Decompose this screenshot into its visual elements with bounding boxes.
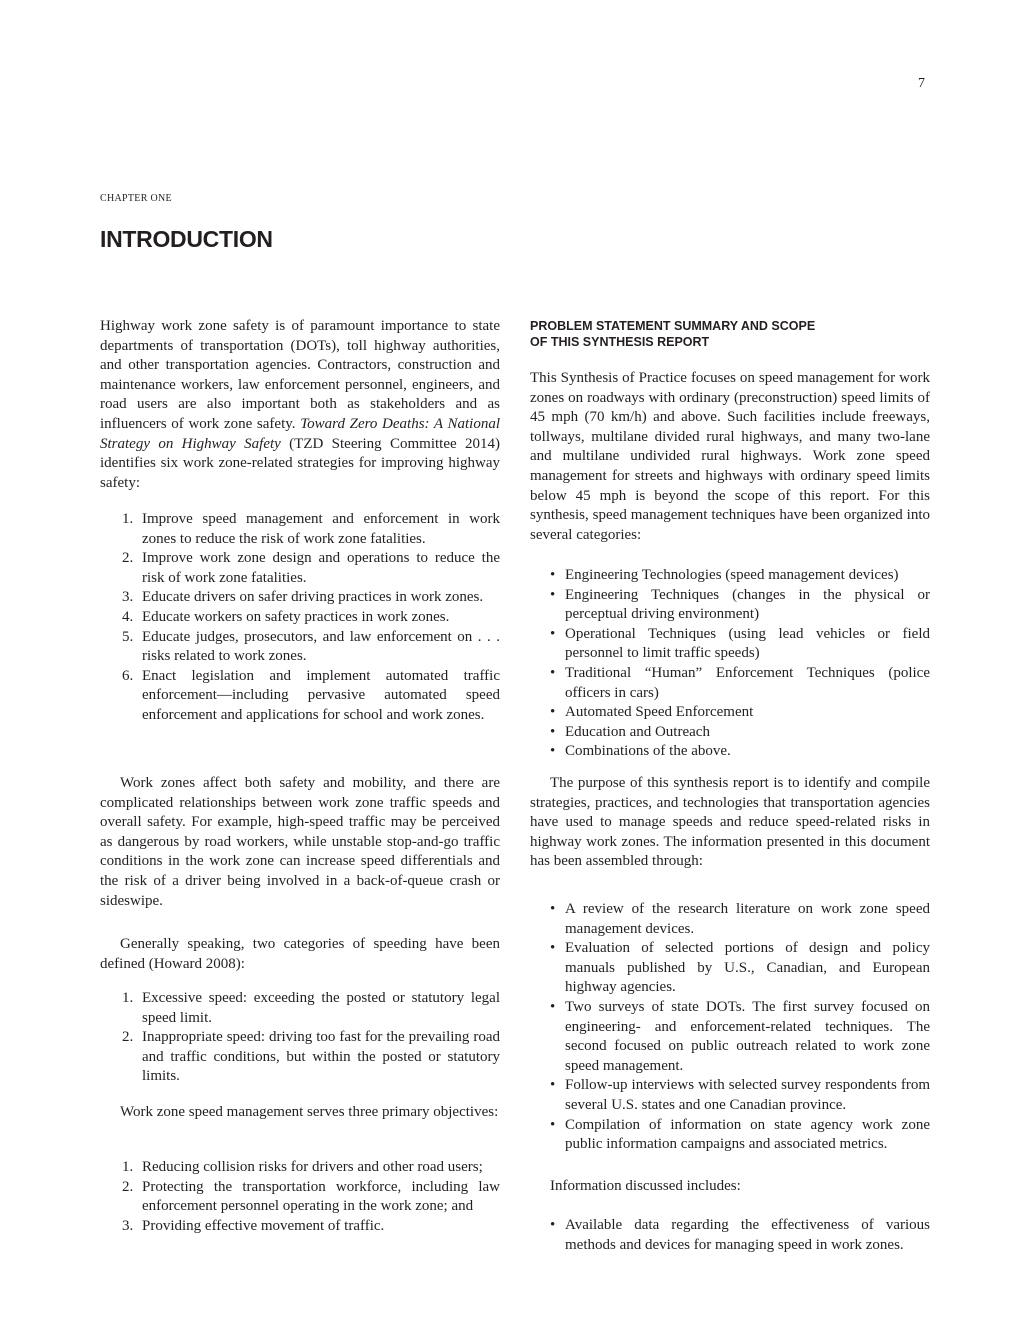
bullet-icon: •: [550, 998, 556, 1015]
list-item: [100, 1158, 500, 1178]
bullet-item-text: Follow-up interviews with selected survey respondents from several U.S. states and one Canadian province.: [565, 1077, 930, 1113]
bullet-item: [530, 1076, 930, 1115]
page-number: 7: [918, 76, 925, 91]
bullet-item-text: Education and Outreach: [565, 723, 710, 740]
list-item: [100, 588, 500, 608]
chapter-label: CHAPTER ONE: [100, 193, 172, 204]
list-item: [100, 628, 500, 667]
list-number: 4.: [122, 608, 134, 625]
bullet-icon: •: [550, 625, 556, 642]
list-number: 1.: [122, 1159, 134, 1175]
list-number: 2.: [122, 1029, 134, 1046]
bullet-item: [530, 998, 930, 1076]
sources-list: [530, 900, 930, 1155]
bullet-item-text: Engineering Techniques (changes in the physical or perceptual driving environment): [565, 586, 930, 623]
bullet-item: [530, 723, 930, 743]
speeding-categories-list: [100, 989, 500, 1087]
bullet-item-text: Compilation of information on state agency work zone public information campaigns and associated metrics.: [565, 1116, 930, 1153]
list-number: 3.: [122, 589, 134, 606]
list-item-text: Improve speed management and enforcement in work zones to reduce the risk of work zone fatalities.: [142, 511, 500, 547]
bullet-item: [530, 566, 930, 586]
list-item-text: Protecting the transportation workforce, including law enforcement personnel operating in the work zone; and: [142, 1178, 500, 1215]
bullet-icon: •: [550, 723, 556, 740]
bullet-icon: •: [550, 1217, 556, 1233]
information-list: [530, 1216, 930, 1255]
bullet-item-text: Traditional “Human” Enforcement Techniques (police officers in cars): [565, 664, 930, 701]
bullet-item-text: Evaluation of selected portions of design and policy manuals published by U.S., Canadian, and European highway agencies.: [565, 940, 930, 996]
list-item-text: Educate judges, prosecutors, and law enforcement on . . . risks related to work zones.: [142, 628, 500, 665]
section-heading-line: OF THIS SYNTHESIS REPORT: [530, 335, 710, 349]
section-heading-line: PROBLEM STATEMENT SUMMARY AND SCOPE: [530, 319, 816, 333]
list-item-text: Improve work zone design and operations to reduce the risk of work zone fatalities.: [142, 550, 500, 586]
paragraph-information: Information discussed includes:: [550, 1178, 741, 1194]
list-item: [100, 510, 500, 549]
bullet-icon: •: [550, 940, 556, 957]
list-number: 6.: [122, 667, 134, 684]
list-item-text: Educate workers on safety practices in work zones.: [142, 608, 450, 625]
bullet-item: [530, 703, 930, 723]
bullet-icon: •: [550, 586, 556, 603]
intro-paragraph: [100, 317, 500, 493]
bullet-item: [530, 625, 930, 664]
list-item-text: Excessive speed: exceeding the posted or statutory legal speed limit.: [142, 990, 500, 1026]
list-number: 3.: [122, 1217, 134, 1234]
bullet-icon: •: [550, 743, 556, 760]
bullet-icon: •: [550, 567, 556, 583]
strategies-list: [100, 510, 500, 726]
list-item-text: Reducing collision risks for drivers and other road users;: [142, 1159, 483, 1175]
list-item: [100, 1178, 500, 1217]
bullet-item: [530, 900, 930, 939]
bullet-item-text: Combinations of the above.: [565, 743, 731, 760]
bullet-item: [530, 939, 930, 998]
bullet-item: [530, 1116, 930, 1155]
paragraph-work-zones: Work zones affect both safety and mobility, and there are complicated relationships between work zone traffic speeds and overall safety. For example, high-speed traffic may be perceived as dangerous by road workers, while unstable stop-and-go traffic conditions in the work zone can increase speed differentials and the risk of a driver being involved in a back-of-queue crash or sideswipe.: [100, 775, 500, 909]
page-title: INTRODUCTION: [100, 226, 273, 252]
bullet-item-text: Two surveys of state DOTs. The first survey focused on engineering- and enforcement-related techniques. The second focused on public outreach related to work zone speed management.: [565, 998, 930, 1074]
list-number: 1.: [122, 511, 134, 527]
list-item-text: Providing effective movement of traffic.: [142, 1217, 385, 1234]
bullet-icon: •: [550, 1116, 556, 1133]
text: Highway work zone safety is of paramount importance to state departments of transportation (DOTs), toll highway authorities, and other transportation agencies. Contractors, construction and maintenance workers, law enforcement personnel, engineers, and road users are also important both as stakeholders and as influencers of work zone safety.: [100, 318, 500, 432]
paragraph-objectives: Work zone speed management serves three primary objectives:: [120, 1104, 499, 1120]
bullet-icon: •: [550, 664, 556, 681]
list-number: 5.: [122, 628, 134, 645]
list-item-text: Inappropriate speed: driving too fast for the prevailing road and traffic conditions, but within the posted or statutory limits.: [142, 1029, 500, 1085]
bullet-item: [530, 664, 930, 703]
list-item: [100, 549, 500, 588]
list-number: 2.: [122, 550, 134, 567]
list-item-text: Educate drivers on safer driving practices in work zones.: [142, 589, 484, 606]
bullet-item: [530, 1216, 930, 1255]
bullet-item-text: Engineering Technologies (speed management devices): [565, 567, 899, 583]
paragraph-scope: This Synthesis of Practice focuses on speed management for work zones on roadways with ordinary (preconstruction) speed limits of 45 mph (70 km/h) and above. Such facilities include freeways, tollways, multilane divided rural highways, and many two-lane and multilane undivided rural highways. Work zone speed management for streets and highways with ordinary speed limits below 45 mph is beyond the scope of this report. For this synthesis, speed management techniques have been organized into several categories:: [530, 370, 930, 543]
list-item: [100, 1028, 500, 1087]
list-item: [100, 667, 500, 726]
objectives-list: [100, 1158, 500, 1236]
bullet-icon: •: [550, 1077, 556, 1094]
list-number: 1.: [122, 990, 134, 1006]
bullet-icon: •: [550, 901, 556, 917]
list-item: [100, 989, 500, 1028]
bullet-item-text: A review of the research literature on work zone speed management devices.: [565, 901, 930, 937]
bullet-item-text: Operational Techniques (using lead vehicles or field personnel to limit traffic speeds): [565, 625, 930, 662]
bullet-icon: •: [550, 704, 556, 721]
bullet-item-text: Available data regarding the effectiveness of various methods and devices for managing speed in work zones.: [565, 1217, 930, 1253]
paragraph-purpose: The purpose of this synthesis report is to identify and compile strategies, practices, and technologies that transportation agencies have used to manage speeds and reduce speed-related risks in highway work zones. The information presented in this document has been assembled through:: [530, 775, 930, 870]
paragraph-speeding-categories: Generally speaking, two categories of speeding have been defined (Howard 2008):: [100, 936, 500, 972]
list-item-text: Enact legislation and implement automated traffic enforcement—including pervasive automated speed enforcement and applications for school and work zones.: [142, 667, 500, 723]
bullet-item: [530, 586, 930, 625]
bullet-item-text: Automated Speed Enforcement: [565, 704, 754, 721]
list-number: 2.: [122, 1178, 134, 1195]
list-item: [100, 1217, 500, 1237]
publication-title: Toward Zero Deaths: A National Strategy on Highway Safety: [100, 415, 500, 452]
categories-list: [530, 566, 930, 762]
list-item: [100, 608, 500, 628]
text: (TZD Steering Committee 2014) identifies six work zone-related strategies for improving highway safety:: [100, 435, 500, 491]
section-heading: [530, 318, 930, 350]
bullet-item: [530, 742, 930, 762]
